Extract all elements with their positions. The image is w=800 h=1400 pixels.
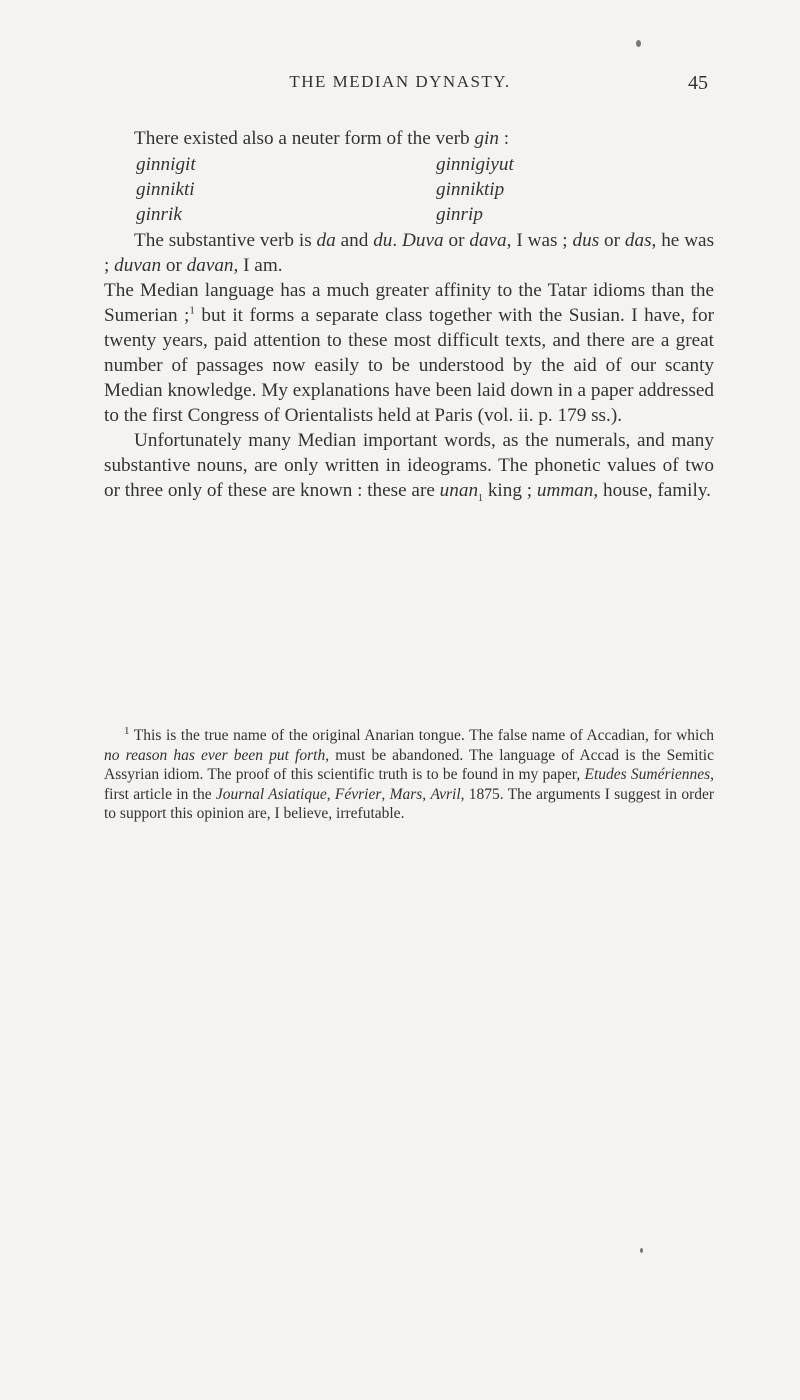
- verb-form: ginrip: [436, 204, 483, 225]
- verb-form: ginnigit: [136, 154, 196, 175]
- verb-forms-table: [136, 152, 714, 227]
- page-number: 45: [688, 72, 708, 94]
- footnote-marker: 1: [124, 724, 130, 737]
- ink-speck: [636, 40, 641, 47]
- substantive-verb-paragraph: The substantive verb is da and du. Duva or dava, I was ; dus or das, he was ; duvan or davan, I am.: [104, 230, 715, 276]
- verb-form: ginrik: [136, 204, 182, 225]
- verb-form: ginnikti: [136, 179, 195, 200]
- footnote-reference: 1: [189, 304, 195, 317]
- ink-speck: [640, 1248, 643, 1253]
- body-text: [104, 126, 714, 511]
- footnote: $^1$ This is the true name of the original Anarian tongue. The false name of Accadian, for which no reason has ever been put forth, must be abandoned. The language of Accad is the Semitic Assyrian idiom. The proof of this scientific truth is to be found in my paper, Etudes Sumériennes, first article in the Journal Asiatique, Février, Mars, Avril, 1875. The arguments I suggest in order to support this opinion are, I believe, irrefutable.: [104, 724, 715, 822]
- intro-paragraph: There existed also a neuter form of the verb gin :: [134, 128, 510, 149]
- running-title: THE MEDIAN DYNASTY.: [289, 72, 511, 91]
- verb-form: ginniktip: [436, 179, 505, 200]
- page-header: [0, 72, 800, 102]
- median-language-paragraph: The Median language has a much greater affinity to the Tatar idioms than the Sumerian ;$^1$ but it forms a separate class together with the Susian. I have, for twenty years, paid attention to these most difficult texts, and there are a great number of passages now easily to be understood by the aid of our scanty Median knowledge. My explanations have been laid down in a paper addressed to the first Congress of Orientalists held at Paris (vol. ii. p. 179 ss.).: [104, 280, 714, 426]
- ideograms-paragraph: Unfortunately many Median important words, as the numerals, and many substantive nouns, are only written in ideograms. The phonetic values of two or three only of these are known : these are unan$_1$ king ; umman, house, family.: [104, 430, 714, 504]
- verb-form: ginnigiyut: [436, 154, 514, 175]
